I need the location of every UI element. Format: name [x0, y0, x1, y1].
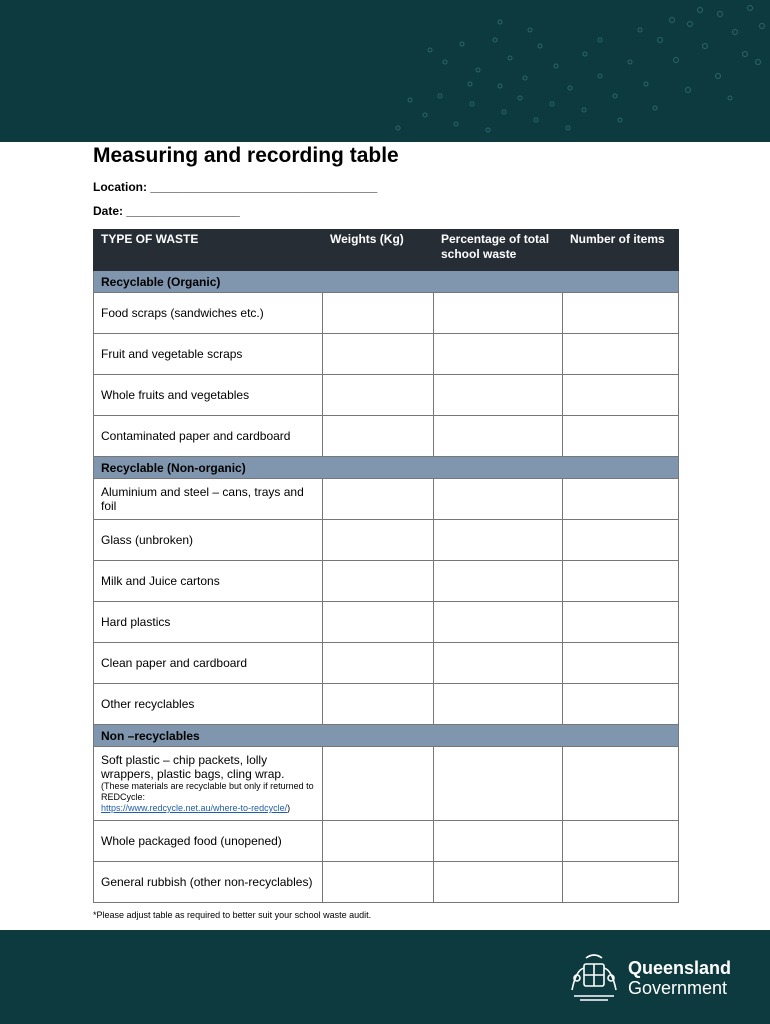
section-row-organic [94, 271, 679, 293]
items-cell[interactable] [563, 862, 679, 903]
waste-type-cell: Clean paper and cardboard [94, 643, 323, 684]
percentage-cell[interactable] [434, 561, 563, 602]
table-row [94, 862, 679, 903]
logo-wordmark [628, 958, 731, 998]
table-row [94, 602, 679, 643]
percentage-cell[interactable] [434, 293, 563, 334]
weight-cell[interactable] [323, 375, 434, 416]
waste-type-cell: General rubbish (other non-recyclables) [94, 862, 323, 903]
weight-cell[interactable] [323, 334, 434, 375]
percentage-cell[interactable] [434, 821, 563, 862]
location-field [93, 180, 377, 194]
header-weights: Weights (Kg) [323, 230, 434, 271]
page-title: Measuring and recording table [93, 144, 399, 167]
weight-cell[interactable] [323, 684, 434, 725]
queensland-government-logo [566, 950, 746, 1006]
section-row-nonorganic [94, 457, 679, 479]
items-cell[interactable] [563, 375, 679, 416]
footnote: *Please adjust table as required to better suit your school waste audit. [93, 910, 372, 920]
percentage-cell[interactable] [434, 520, 563, 561]
waste-type-cell: Fruit and vegetable scraps [94, 334, 323, 375]
table-header-row [94, 230, 679, 271]
items-cell[interactable] [563, 479, 679, 520]
waste-type-cell: Glass (unbroken) [94, 520, 323, 561]
logo-line1: Queensland [628, 958, 732, 978]
percentage-cell[interactable] [434, 643, 563, 684]
waste-type-cell: Other recyclables [94, 684, 323, 725]
percentage-cell[interactable] [434, 747, 563, 821]
location-blank: __________________________________ [150, 180, 378, 194]
date-field [93, 204, 240, 218]
waste-type-cell: Milk and Juice cartons [94, 561, 323, 602]
weight-cell[interactable] [323, 520, 434, 561]
soft-plastic-text: Soft plastic – chip packets, lolly wrappers, plastic bags, cling wrap. [101, 753, 285, 781]
items-cell[interactable] [563, 520, 679, 561]
logo-line2: Government [628, 978, 728, 998]
weight-cell[interactable] [323, 643, 434, 684]
section-label: Recyclable (Non-organic) [94, 457, 679, 479]
weight-cell[interactable] [323, 416, 434, 457]
items-cell[interactable] [563, 821, 679, 862]
waste-type-cell: Whole packaged food (unopened) [94, 821, 323, 862]
percentage-cell[interactable] [434, 479, 563, 520]
table-row [94, 643, 679, 684]
percentage-cell[interactable] [434, 862, 563, 903]
table-row [94, 821, 679, 862]
header-band [0, 0, 770, 142]
items-cell[interactable] [563, 561, 679, 602]
items-cell[interactable] [563, 684, 679, 725]
items-cell[interactable] [563, 293, 679, 334]
table-row [94, 747, 679, 821]
waste-type-cell [94, 747, 323, 821]
table-row [94, 479, 679, 520]
section-label: Recyclable (Organic) [94, 271, 679, 293]
section-row-nonrecyclable [94, 725, 679, 747]
waste-table [93, 229, 679, 903]
queensland-coat-of-arms-icon [566, 950, 622, 1006]
items-cell[interactable] [563, 643, 679, 684]
table-row [94, 334, 679, 375]
redcycle-link[interactable]: https://www.redcycle.net.au/where-to-redcycle/ [101, 803, 288, 813]
weight-cell[interactable] [323, 293, 434, 334]
waste-type-cell: Whole fruits and vegetables [94, 375, 323, 416]
weight-cell[interactable] [323, 479, 434, 520]
items-cell[interactable] [563, 416, 679, 457]
note-close: ) [287, 803, 291, 813]
date-label: Date: [93, 204, 124, 218]
items-cell[interactable] [563, 602, 679, 643]
items-cell[interactable] [563, 747, 679, 821]
header-number-of-items: Number of items [563, 230, 679, 271]
percentage-cell[interactable] [434, 375, 563, 416]
percentage-cell[interactable] [434, 684, 563, 725]
table-row [94, 520, 679, 561]
section-label: Non –recyclables [94, 725, 679, 747]
percentage-cell[interactable] [434, 416, 563, 457]
waste-type-cell: Aluminium and steel – cans, trays and foil [94, 479, 323, 520]
table-row [94, 561, 679, 602]
waste-type-cell: Food scraps (sandwiches etc.) [94, 293, 323, 334]
table-row [94, 416, 679, 457]
weight-cell[interactable] [323, 561, 434, 602]
waste-type-cell: Hard plastics [94, 602, 323, 643]
waste-type-cell: Contaminated paper and cardboard [94, 416, 323, 457]
note-text: (These materials are recyclable but only if returned to REDCycle: [101, 781, 314, 802]
percentage-cell[interactable] [434, 334, 563, 375]
header-percentage: Percentage of total school waste [434, 230, 563, 271]
weight-cell[interactable] [323, 862, 434, 903]
decorative-dots-pattern [0, 0, 770, 142]
soft-plastic-note [101, 781, 315, 814]
weight-cell[interactable] [323, 821, 434, 862]
date-blank: _________________ [126, 204, 240, 218]
table-row [94, 684, 679, 725]
weight-cell[interactable] [323, 602, 434, 643]
table-row [94, 375, 679, 416]
items-cell[interactable] [563, 334, 679, 375]
header-type-of-waste: TYPE OF WASTE [94, 230, 323, 271]
table-row [94, 293, 679, 334]
percentage-cell[interactable] [434, 602, 563, 643]
location-label: Location: [93, 180, 147, 194]
weight-cell[interactable] [323, 747, 434, 821]
